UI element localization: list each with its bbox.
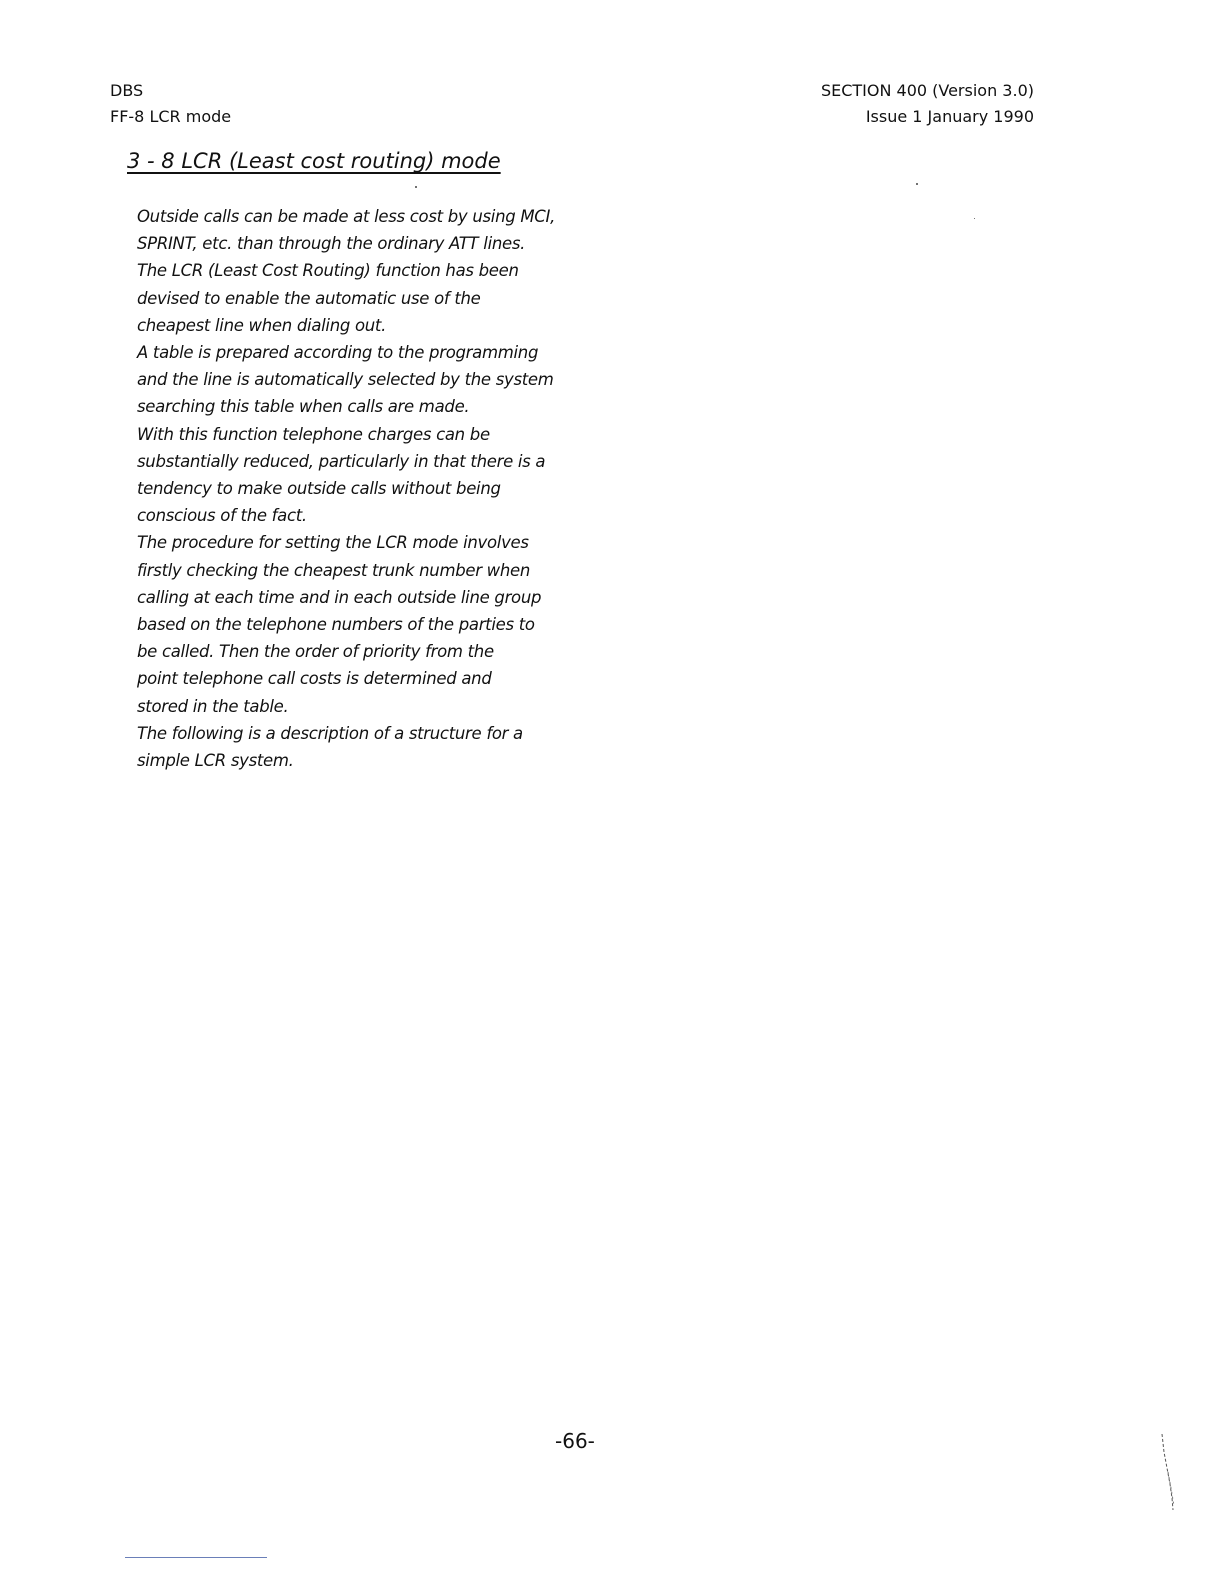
section-title: 3 - 8 LCR (Least cost routing) mode bbox=[127, 149, 501, 173]
body-line: conscious of the fact. bbox=[137, 506, 307, 526]
body-line: SPRINT, etc. than through the ordinary ATT lines. bbox=[137, 234, 526, 254]
body-line: searching this table when calls are made. bbox=[137, 397, 470, 417]
body-line: calling at each time and in each outside line group bbox=[137, 587, 542, 607]
section-version: SECTION 400 (Version 3.0) bbox=[820, 81, 1034, 100]
body-line: The following is a description of a structure for a bbox=[137, 723, 523, 743]
product-name: DBS bbox=[110, 81, 144, 100]
edge-stroke bbox=[1162, 1434, 1173, 1510]
body-line: devised to enable the automatic use of the bbox=[137, 288, 481, 308]
body-line: point telephone call costs is determined and bbox=[137, 669, 492, 689]
body-line: stored in the table. bbox=[137, 696, 289, 716]
issue-date: Issue 1 January 1990 bbox=[865, 107, 1034, 126]
body-line: simple LCR system. bbox=[137, 751, 294, 771]
body-line: based on the telephone numbers of the parties to bbox=[137, 615, 535, 635]
scan-speck bbox=[916, 183, 918, 185]
body-line: The procedure for setting the LCR mode involves bbox=[137, 533, 529, 553]
body-line: firstly checking the cheapest trunk number when bbox=[137, 560, 531, 580]
body-line: A table is prepared according to the programming bbox=[137, 343, 539, 363]
bottom-rule bbox=[125, 1557, 267, 1558]
body-line: cheapest line when dialing out. bbox=[137, 315, 387, 335]
body-line: substantially reduced, particularly in that there is a bbox=[137, 451, 546, 471]
body-line: tendency to make outside calls without being bbox=[137, 479, 501, 499]
body-line: With this function telephone charges can be bbox=[137, 424, 490, 444]
header-right bbox=[821, 78, 1034, 130]
body-line: The LCR (Least Cost Routing) function has been bbox=[137, 261, 519, 281]
body-line: be called. Then the order of priority from the bbox=[137, 642, 494, 662]
scan-edge-mark bbox=[1158, 1432, 1182, 1522]
scan-speck bbox=[974, 218, 975, 219]
body-line: and the line is automatically selected by the system bbox=[137, 370, 554, 390]
scan-speck bbox=[415, 186, 417, 188]
body-text bbox=[137, 203, 577, 774]
body-line: Outside calls can be made at less cost by using MCI, bbox=[137, 207, 556, 226]
header-left bbox=[110, 78, 231, 130]
page-number: -66- bbox=[555, 1429, 595, 1453]
subsection-label: FF-8 LCR mode bbox=[110, 107, 232, 126]
